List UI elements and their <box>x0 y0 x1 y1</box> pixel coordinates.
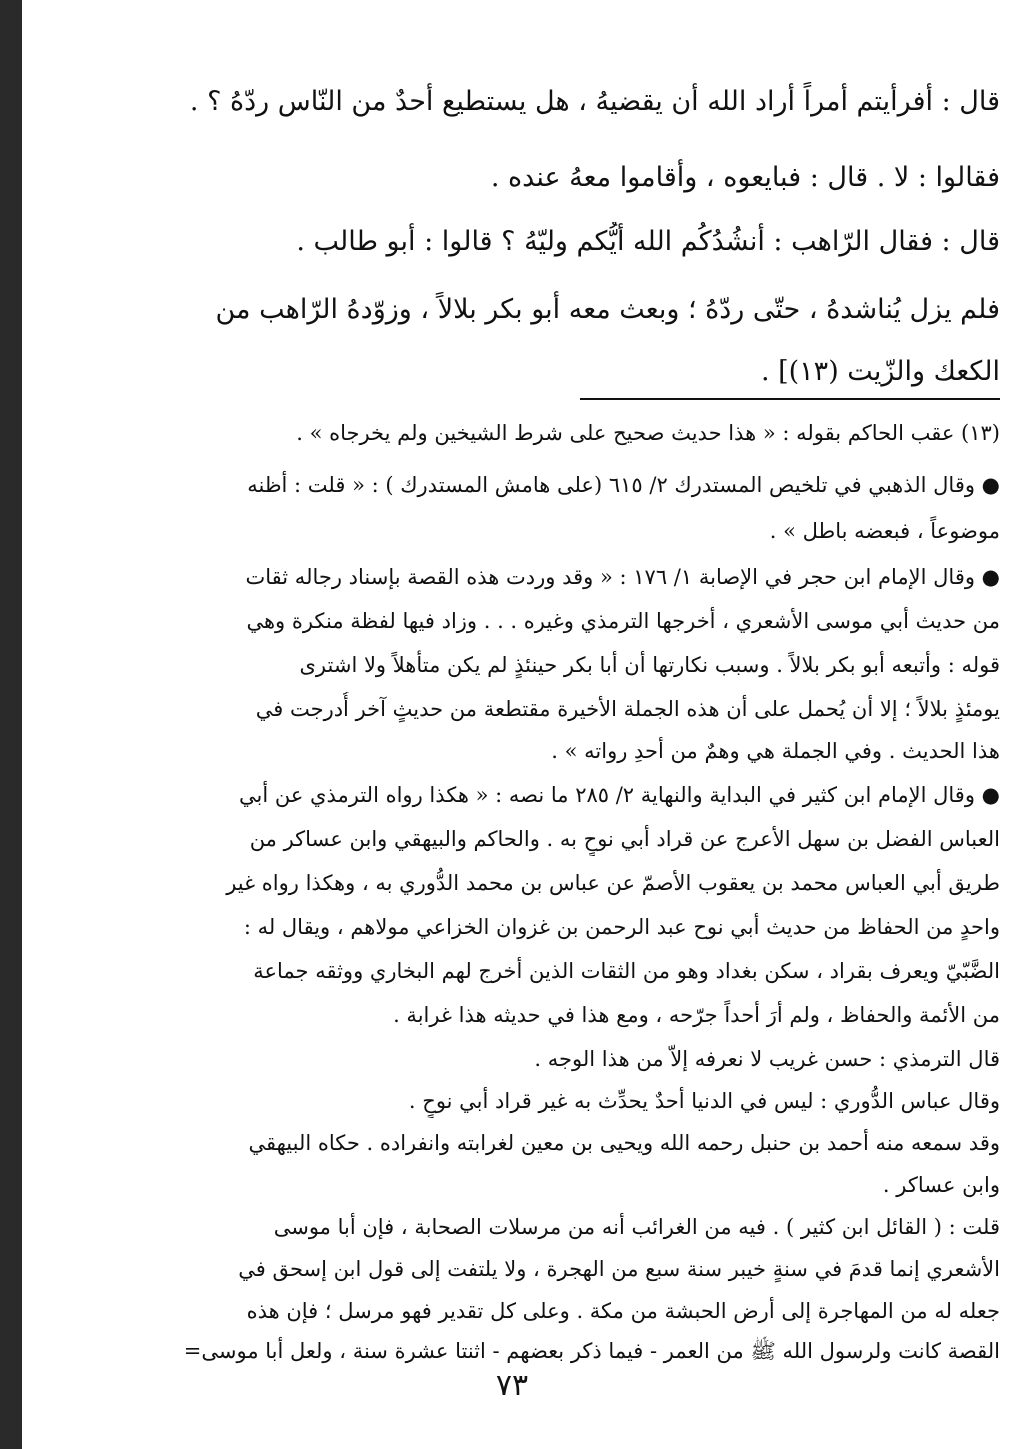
book-page <box>30 0 1000 1449</box>
footnote-line-4: ● وقال الإمام ابن حجر في الإصابة ١/ ١٧٦ : « وقد وردت هذه القصة بإسناد رجاله ثقات <box>245 565 1000 589</box>
footnote-line-3: موضوعاً ، فبعضه باطل » . <box>769 519 1000 543</box>
footnote-line-22: القصة كانت ولرسول الله ﷺ من العمر - فيما ذكر بعضهم - اثنتا عشرة سنة ، ولعل أبا موسى= <box>183 1339 1000 1363</box>
footnote-line-14: من الأئمة والحفاظ ، ولم أرَ أحداً جرّحه ، ومع هذا في حديثه هذا غرابة . <box>393 1003 1000 1027</box>
footnote-line-6: قوله : وأتبعه أبو بكر بلالاً . وسبب نكارتها أن أبا بكر حينئذٍ لم يكن متأهلاً ولا اشترى <box>299 653 1000 677</box>
footnote-line-20: الأشعري إنما قدمَ في سنةٍ خيبر سنة سبع من الهجرة ، ولا يلتفت إلى قول ابن إسحق في <box>238 1257 1000 1281</box>
main-text-line-5: الكعك والزّيت (١٣)] . <box>760 356 1000 387</box>
main-text-line-4: فلم يزل يُناشدهُ ، حتّى ردّهُ ؛ وبعث معه أبو بكر بلالاً ، وزوّدهُ الرّاهب من <box>215 294 1000 325</box>
footnote-line-18: وابن عساكر . <box>882 1173 1000 1197</box>
footnote-line-5: من حديث أبي موسى الأشعري ، أخرجها الترمذي وغيره . . . وزاد فيها لفظة منكرة وهي <box>246 609 1000 633</box>
page-number: ٧٣ <box>495 1368 529 1403</box>
footnote-line-8: هذا الحديث . وفي الجملة هي وهمٌ من أحدِ رواته » . <box>551 739 1000 763</box>
footnote-line-11: طريق أبي العباس محمد بن يعقوب الأصمّ عن عباس بن محمد الدُّوري به ، وهكذا رواه غير <box>226 871 1000 895</box>
scan-edge-strip <box>0 0 22 1449</box>
main-text-line-1: قال : أفرأيتم أمراً أراد الله أن يقضيهُ ، هل يستطيع أحدٌ من النّاس ردّهُ ؟ . <box>189 86 1000 117</box>
footnote-line-2: ● وقال الذهبي في تلخيص المستدرك ٢/ ٦١٥ (على هامش المستدرك ) : « قلت : أظنه <box>247 473 1000 497</box>
footnote-line-17: وقد سمعه منه أحمد بن حنبل رحمه الله ويحيى بن معين لغرابته وانفراده . حكاه البيهقي <box>248 1131 1000 1155</box>
footnote-line-7: يومئذٍ بلالاً ؛ إلا أن يُحمل على أن هذه الجملة الأخيرة مقتطعة من حديثٍ آخر أُدرجت في <box>255 697 1000 721</box>
footnote-line-10: العباس الفضل بن سهل الأعرج عن قراد أبي نوحٍ به . والحاكم والبيهقي وابن عساكر من <box>249 827 1000 851</box>
footnote-line-12: واحدٍ من الحفاظ من حديث أبي نوح عبد الرحمن بن غزوان الخزاعي مولاهم ، ويقال له : <box>243 915 1000 939</box>
footnote-line-1: (١٣) عقب الحاكم بقوله : « هذا حديث صحيح على شرط الشيخين ولم يخرجاه » . <box>296 421 1000 445</box>
footnote-separator <box>580 398 1000 400</box>
footnote-line-13: الضَّبّيّ ويعرف بقراد ، سكن بغداد وهو من الثقات الذين أخرج لهم البخاري ووثقه جماعة <box>253 959 1000 983</box>
footnote-line-19: قلت : ( القائل ابن كثير ) . فيه من الغرائب أنه من مرسلات الصحابة ، فإن أبا موسى <box>273 1215 1000 1239</box>
main-text-line-3: قال : فقال الرّاهب : أنشُدُكُم الله أيُّكم وليّهُ ؟ قالوا : أبو طالب . <box>296 226 1000 257</box>
main-text-line-2: فقالوا : لا . قال : فبايعوه ، وأقاموا معهُ عنده . <box>490 162 1000 193</box>
footnote-line-15: قال الترمذي : حسن غريب لا نعرفه إلاّ من هذا الوجه . <box>534 1047 1000 1071</box>
footnote-line-9: ● وقال الإمام ابن كثير في البداية والنهاية ٢/ ٢٨٥ ما نصه : « هكذا رواه الترمذي عن أبي <box>239 783 1000 807</box>
footnote-line-21: جعله له من المهاجرة إلى أرض الحبشة من مكة . وعلى كل تقدير فهو مرسل ؛ فإن هذه <box>246 1299 1000 1323</box>
footnote-line-16: وقال عباس الدُّوري : ليس في الدنيا أحدٌ يحدِّث به غير قراد أبي نوحٍ . <box>408 1089 1000 1113</box>
